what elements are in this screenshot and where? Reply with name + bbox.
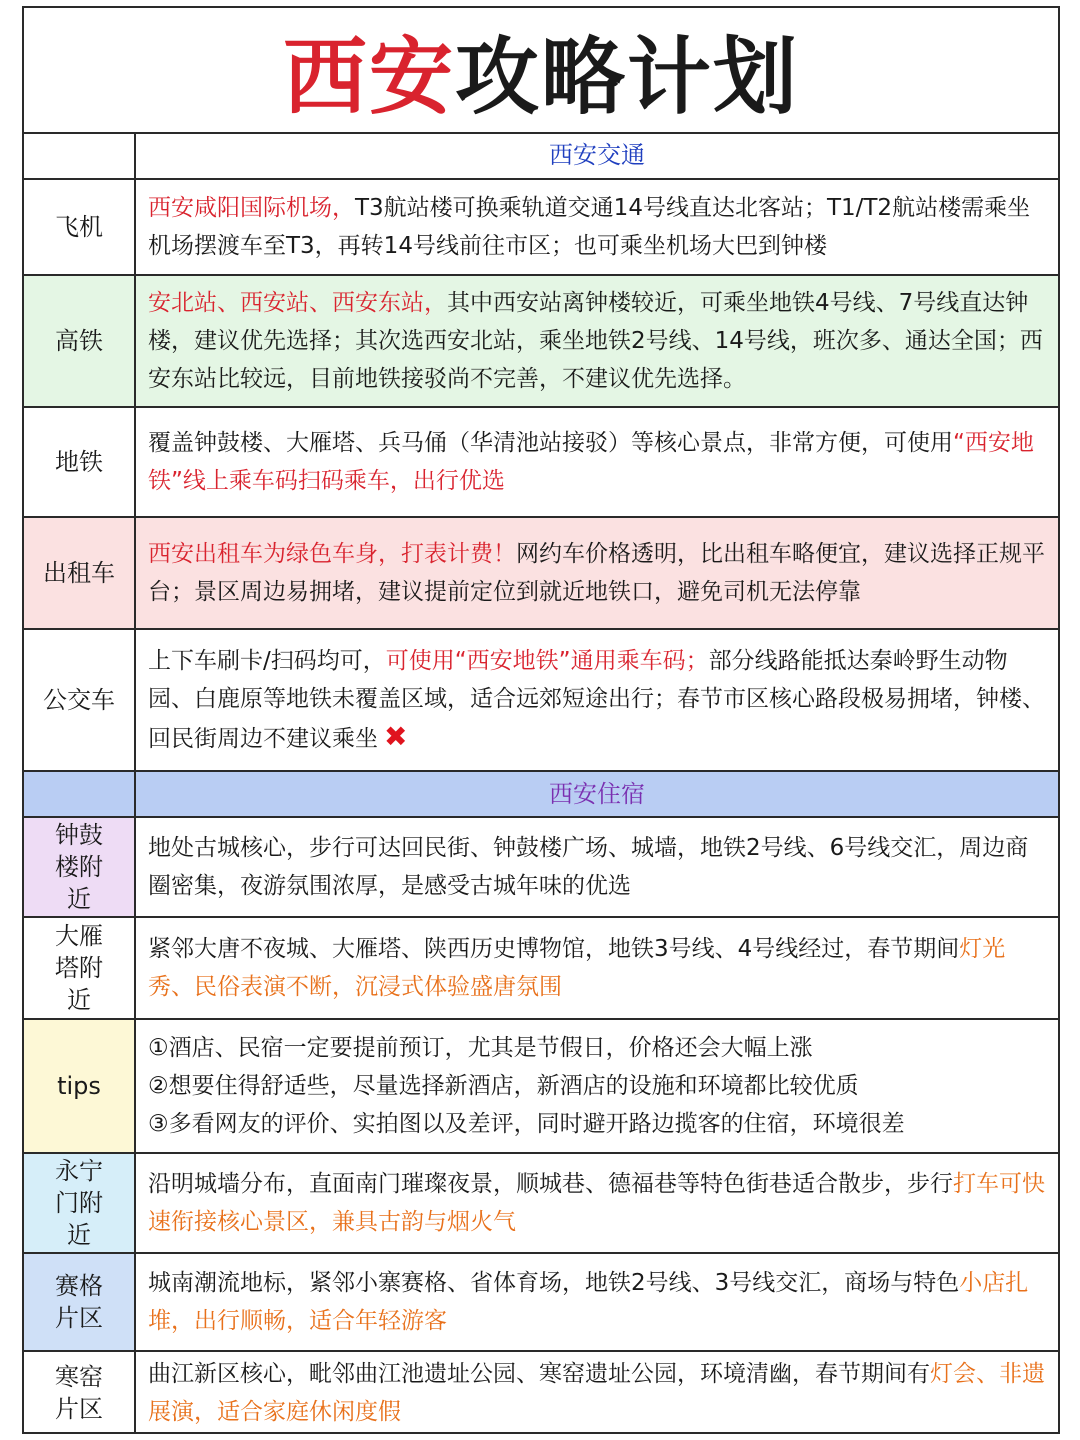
lodging-row-saige: [24, 1254, 1058, 1352]
body-text: 紧邻大唐不夜城、大雁塔、陕西历史博物馆，地铁3号线、4号线经过，春节期间: [148, 936, 960, 962]
lodging-header-text: 西安住宿: [549, 780, 645, 808]
highlight-text: 可使用“西安地铁”通用乘车码；: [385, 648, 709, 674]
title-red-part: 西安: [282, 27, 455, 126]
body-text: 网约车价格透明，比出租车略便宜，建议选择正规平台；景区周边易拥堵，建议提前定位到就近地铁口，避免司机无法停靠: [148, 541, 1045, 605]
row-label: tips: [24, 1020, 136, 1152]
transport-row-rail: [24, 276, 1058, 408]
row-label: 赛格片区: [24, 1254, 136, 1350]
body-text: 城南潮流地标，紧邻小寨赛格、省体育场，地铁2号线、3号线交汇，商场与特色: [148, 1270, 960, 1296]
row-content: [136, 518, 1058, 628]
transport-row-plane: [24, 180, 1058, 276]
tip-line: ②想要住得舒适些，尽量选择新酒店，新酒店的设施和环境都比较优质: [148, 1073, 859, 1099]
row-label: 大雁塔附近: [24, 918, 136, 1018]
highlight-text: 安北站、西安站、西安东站，: [148, 290, 447, 316]
row-label: 地铁: [24, 408, 136, 516]
row-content: [136, 818, 1058, 916]
transport-row-metro: [24, 408, 1058, 518]
body-text: 沿明城墙分布，直面南门璀璨夜景，顺城巷、德福巷等特色街巷适合散步，步行: [148, 1171, 953, 1197]
highlight-text: 灯光秀、民俗表演不断，沉浸式体验盛唐氛围: [148, 936, 1006, 1000]
title-black-part: 攻略计划: [455, 27, 800, 126]
highlight-text: 灯会、非遗展演，适合家庭休闲度假: [148, 1361, 1045, 1425]
highlight-text: 西安出租车为绿色车身，打表计费！: [148, 541, 516, 567]
row-label: 高铁: [24, 276, 136, 406]
row-content: [136, 1154, 1058, 1252]
highlight-text: 打车可快速衔接核心景区，兼具古韵与烟火气: [148, 1171, 1045, 1235]
body-text: 其中西安站离钟楼较近，可乘坐地铁4号线、7号线直达钟楼，建议优先选择；其次选西安北站，乘坐地铁2号线、14号线，班次多、通达全国；西安东站比较远，目前地铁接驳尚不完善，不建议优先选择。: [148, 290, 1043, 392]
transport-section-header: [24, 132, 1058, 180]
header-spacer: [24, 132, 136, 178]
row-content: [136, 1020, 1058, 1152]
lodging-header-cell: [136, 772, 1058, 816]
row-content: [136, 630, 1058, 770]
transport-header-cell: [136, 132, 1058, 178]
lodging-row-yongning-gate: [24, 1154, 1058, 1254]
highlight-text: 小店扎堆，出行顺畅，适合年轻游客: [148, 1270, 1029, 1334]
highlight-text: “西安地铁”线上乘车码扫码乘车，出行优选: [148, 430, 1034, 494]
tip-line: ③多看网友的评价、实拍图以及差评，同时避开路边揽客的住宿，环境很差: [148, 1111, 905, 1137]
row-content: [136, 180, 1058, 274]
transport-header-text: 西安交通: [549, 141, 645, 169]
page-title: [24, 8, 1058, 134]
tip-line: ①酒店、民宿一定要提前预订，尤其是节假日，价格还会大幅上涨: [148, 1035, 813, 1061]
row-content: [136, 276, 1058, 406]
transport-row-taxi: [24, 518, 1058, 630]
row-label: 出租车: [24, 518, 136, 628]
header-spacer: [24, 772, 136, 816]
lodging-row-bell-tower: [24, 818, 1058, 918]
row-label: 永宁门附近: [24, 1154, 136, 1252]
body-text: 地处古城核心，步行可达回民街、钟鼓楼广场、城墙，地铁2号线、6号线交汇，周边商圈密集，夜游氛围浓厚，是感受古城年味的优选: [148, 835, 1029, 899]
highlight-text: 西安咸阳国际机场，: [148, 195, 355, 221]
cross-mark-icon: ✖: [384, 720, 408, 753]
row-content: [136, 1352, 1058, 1434]
row-label: 寒窑片区: [24, 1352, 136, 1434]
row-label: 公交车: [24, 630, 136, 770]
body-text: 上下车刷卡/扫码均可，: [148, 648, 386, 674]
row-label: 飞机: [24, 180, 136, 274]
lodging-section-header: [24, 772, 1058, 818]
row-content: [136, 1254, 1058, 1350]
guide-sheet: [22, 6, 1060, 1434]
lodging-row-tips: [24, 1020, 1058, 1154]
lodging-row-hanyao: [24, 1352, 1058, 1434]
body-text: T3航站楼可换乘轨道交通14号线直达北客站；T1/T2航站楼需乘坐机场摆渡车至T3，再转14号线前往市区；也可乘坐机场大巴到钟楼: [148, 195, 1031, 259]
row-label: 钟鼓楼附近: [24, 818, 136, 916]
row-content: [136, 408, 1058, 516]
transport-row-bus: [24, 630, 1058, 772]
body-text: 覆盖钟鼓楼、大雁塔、兵马俑（华清池站接驳）等核心景点，非常方便，可使用: [148, 430, 953, 456]
lodging-row-wild-goose: [24, 918, 1058, 1020]
row-content: [136, 918, 1058, 1018]
body-text: 曲江新区核心，毗邻曲江池遗址公园、寒窑遗址公园，环境清幽，春节期间有: [148, 1361, 930, 1387]
body-text-2: 部分线路能抵达秦岭野生动物园、白鹿原等地铁未覆盖区域，适合远郊短途出行；春节市区核心路段极易拥堵，钟楼、回民街周边不建议乘坐: [148, 648, 1045, 752]
